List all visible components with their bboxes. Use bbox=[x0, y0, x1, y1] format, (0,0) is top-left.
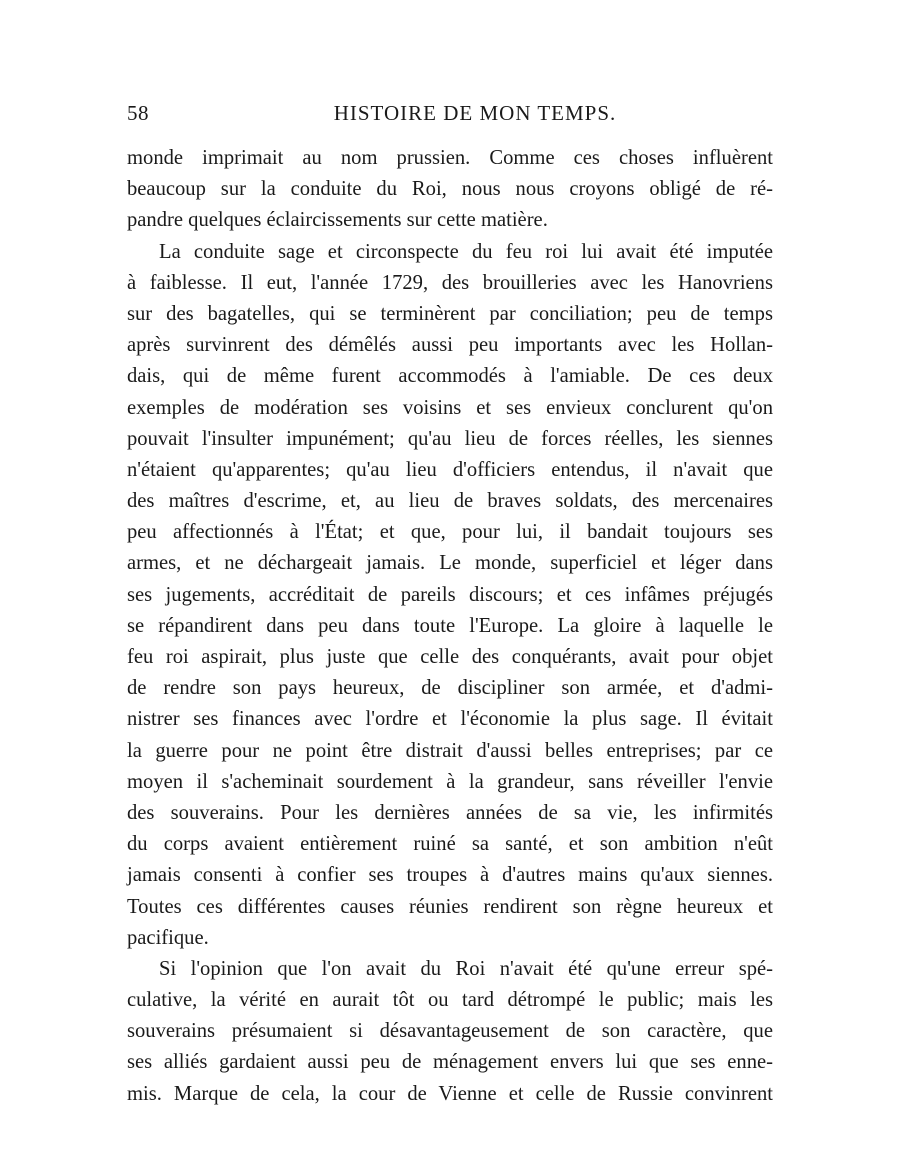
text-line: Si l'opinion que l'on avait du Roi n'avait été qu'une erreur spé- bbox=[159, 957, 773, 980]
text-line: armes, et ne déchargeait jamais. Le monde, superficiel et léger dans bbox=[127, 552, 773, 575]
page-number: 58 bbox=[127, 101, 149, 125]
text-line: moyen il s'acheminait sourdement à la grandeur, sans réveiller l'envie bbox=[127, 770, 773, 793]
paragraph-opinion bbox=[127, 954, 773, 1110]
text-line: se répandirent dans peu dans toute l'Europe. La gloire à laquelle le bbox=[127, 614, 773, 637]
text-line: culative, la vérité en aurait tôt ou tard détrompé le public; mais les bbox=[127, 989, 773, 1012]
text-line: après survinrent des démêlés aussi peu importants avec les Hollan- bbox=[127, 334, 773, 357]
text-line: à faiblesse. Il eut, l'année 1729, des brouilleries avec les Hanovriens bbox=[127, 271, 773, 294]
text-line: nistrer ses finances avec l'ordre et l'économie la plus sage. Il évitait bbox=[127, 708, 773, 731]
running-title: HISTOIRE DE MON TEMPS. bbox=[333, 101, 617, 125]
text-line: la guerre pour ne point être distrait d'aussi belles entreprises; par ce bbox=[127, 739, 773, 762]
text-line: n'étaient qu'apparentes; qu'au lieu d'officiers entendus, il n'avait que bbox=[127, 458, 773, 481]
text-line: jamais consenti à confier ses troupes à d'autres mains qu'aux siennes. bbox=[127, 864, 773, 887]
paragraph-continuation bbox=[127, 143, 773, 237]
text-line: feu roi aspirait, plus juste que celle des conquérants, avait pour objet bbox=[127, 646, 773, 668]
text-line: des maîtres d'escrime, et, au lieu de braves soldats, des mercenaires bbox=[127, 490, 773, 513]
text-line: monde imprimait au nom prussien. Comme ces choses influèrent bbox=[127, 147, 773, 169]
text-line: Toutes ces différentes causes réunies rendirent son règne heureux et bbox=[127, 895, 773, 918]
running-head bbox=[127, 101, 773, 133]
text-line: du corps avaient entièrement ruiné sa santé, et son ambition n'eût bbox=[127, 833, 773, 856]
body-text bbox=[127, 143, 773, 1110]
text-line: peu affectionnés à l'État; et que, pour lui, il bandait toujours ses bbox=[127, 521, 773, 544]
text-line: sur des bagatelles, qui se terminèrent par conciliation; peu de temps bbox=[127, 302, 773, 325]
text-line: La conduite sage et circonspecte du feu roi lui avait été imputée bbox=[159, 240, 773, 263]
paragraph-feu-roi bbox=[127, 237, 773, 954]
text-line: pandre quelques éclaircissements sur cette matière. bbox=[127, 209, 548, 232]
text-line: pouvait l'insulter impunément; qu'au lieu de forces réelles, les siennes bbox=[127, 427, 773, 450]
text-line: exemples de modération ses voisins et ses envieux conclurent qu'on bbox=[127, 396, 773, 419]
text-line: ses alliés gardaient aussi peu de ménagement envers lui que ses enne- bbox=[127, 1051, 773, 1074]
text-line: mis. Marque de cela, la cour de Vienne et celle de Russie convinrent bbox=[127, 1082, 773, 1105]
text-line: des souverains. Pour les dernières années de sa vie, les infirmités bbox=[127, 801, 773, 824]
text-line: dais, qui de même furent accommodés à l'amiable. De ces deux bbox=[127, 365, 773, 388]
text-line: ses jugements, accréditait de pareils discours; et ces infâmes préjugés bbox=[127, 583, 773, 606]
text-line: de rendre son pays heureux, de discipliner son armée, et d'admi- bbox=[127, 677, 773, 700]
text-line: beaucoup sur la conduite du Roi, nous nous croyons obligé de ré- bbox=[127, 178, 773, 201]
text-line: souverains présumaient si désavantageusement de son caractère, que bbox=[127, 1020, 773, 1043]
text-line: pacifique. bbox=[127, 926, 209, 949]
